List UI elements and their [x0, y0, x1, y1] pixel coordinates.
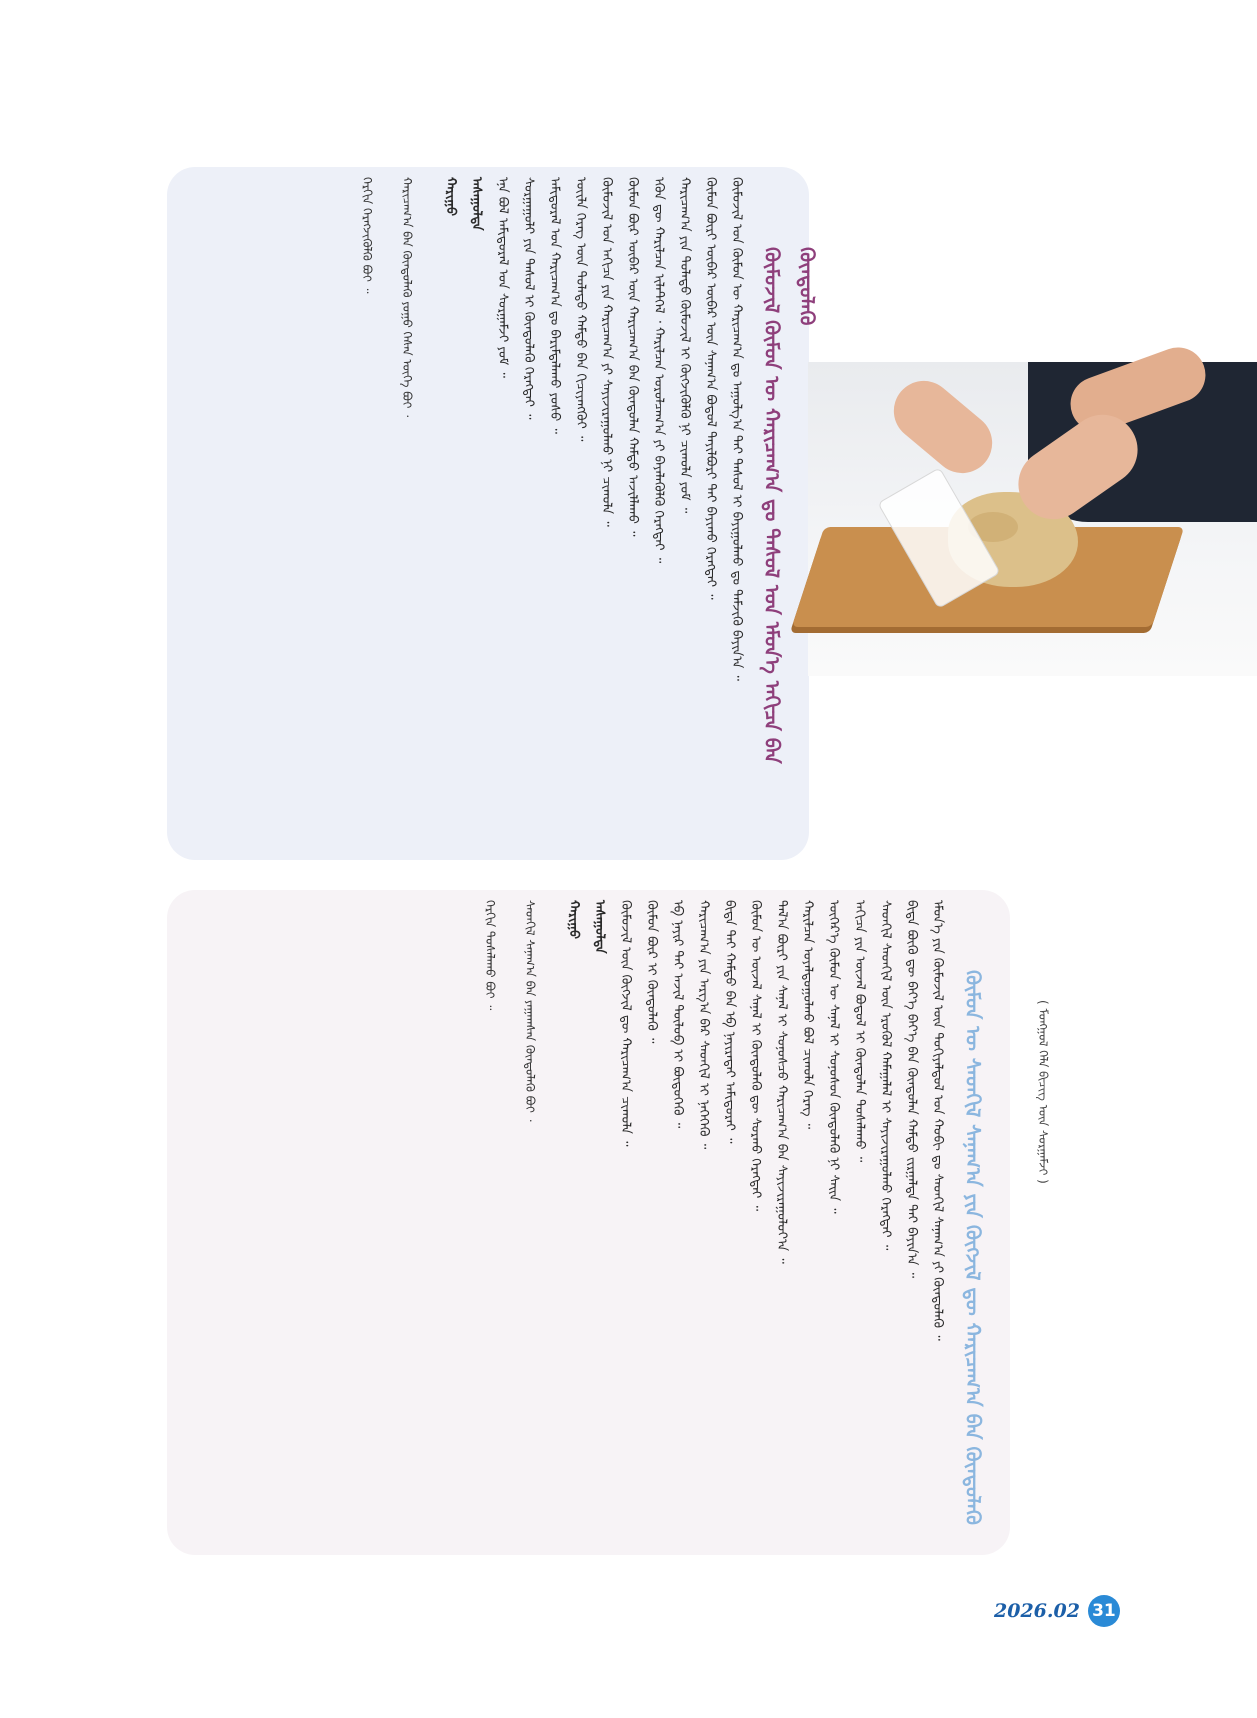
body-line: ᠲᠠᠯ᠎ᠠ ᠪᠦᠷᠢ ᠶᠢᠨ ᠰᠠᠨᠠᠯ ᠢ ᠰᠣᠨᠣᠰᠴᠤ ᠬᠠᠷᠢᠴᠠᠭ᠎ᠠ ᠪᠠᠨ ᠰᠠᠶᠢᠵᠢᠷᠠᠭᠤᠯᠤᠶ᠎ᠠ ᠃	[774, 900, 789, 1264]
body-line: ᠬᠦᠮᠦᠨ ᠪᠦᠷ ᠦᠪᠡᠷ ᠦᠨ ᠬᠠᠷᠢᠴᠠᠭ᠎ᠠ ᠪᠠᠨ ᠬᠦᠨᠳᠦᠯᠡᠨ ᠬᠠᠮᠲᠤ ᠠᠵᠢᠯᠯᠠᠬᠤ ᠃	[625, 177, 640, 537]
answer-label: ᠬᠠᠷᠢᠭᠤ	[443, 177, 458, 216]
question-label: ᠠᠰᠠᠭᠤᠯᠲᠠ	[592, 900, 607, 954]
body-line: ᠦᠢᠯᠡ ᠬᠡᠷᠡᠭ ᠦᠨ ᠲᠤᠯᠠᠳᠤ ᠬᠠᠮᠲᠤ ᠪᠠᠨ ᠬᠢᠴᠢᠶᠡᠩᠭᠦᠶ ᠃	[573, 177, 588, 442]
answer-line: ᠰᠡᠳᠬᠢᠯ ᠰᠠᠨᠠᠭ᠎ᠠ ᠪᠠᠨ ᠶᠠᠭᠠᠭᠰᠠᠨ ᠬᠦᠨᠳᠦᠯᠡᠬᠦ ᠪᠤᠢ ᠂	[523, 900, 537, 1122]
bottom-article-title: ᠬᠦᠮᠦᠨ ᠦ ᠰᠡᠳᠬᠢᠯ ᠰᠠᠨᠠᠭ᠎ᠠ ᠶᠢᠨ ᠬᠥᠭᠵᠢᠯ ᠳᠦ ᠬᠠᠷᠢᠴᠠᠭ᠎ᠠ ᠪᠠᠨ ᠬᠦᠨᠳᠦᠯᠡᠬᠦ	[961, 970, 985, 1525]
body-line: ᠡᠮᠦᠨ᠎ᠡ ᠶᠢᠨ ᠬᠦᠮᠦᠵᠢᠯ ᠦᠨ ᠲᠣᠬᠢᠶᠠᠯᠳᠤᠯ ᠤᠨ ᠬᠤᠪᠢ ᠳᠤ ᠰᠡᠳᠬᠢᠯ ᠰᠠᠨᠠᠭ᠎ᠠ ᠶᠢ ᠬᠦᠨᠳᠦᠯᠡᠬᠦ ᠃	[930, 900, 945, 1341]
body-line: ᠠᠬᠢᠴᠠ ᠶᠢᠨ ᠦᠵᠡᠯ ᠪᠣᠳᠤᠯ ᠢ ᠬᠦᠨᠳᠦᠯᠡᠨ ᠲᠤᠰᠠᠯᠠᠬᠤ ᠃	[852, 900, 867, 1163]
top-article-panel	[167, 167, 819, 860]
body-line: ᠬᠦᠮᠦᠵᠢᠯ ᠦᠨ ᠬᠥᠭᠵᠢᠯ ᠳᠦ ᠬᠠᠷᠢᠴᠠᠭ᠎ᠠ ᠴᠢᠬᠤᠯᠠ ᠃	[618, 900, 633, 1147]
body-line: ᠡᠭᠦᠨ ᠳᠦ ᠬᠠᠷᠢᠯᠴᠠᠨ ᠢᠯᠡᠲᠬᠡᠯ ᠂ ᠬᠠᠷᠢᠯᠴᠠᠨ ᠤᠷᠤᠯᠴᠠᠭ᠎ᠠ ᠶᠢ ᠪᠡᠶᠡᠯᠡᠭᠦᠯᠬᠦ ᠬᠡᠷᠡᠭᠲᠡᠶ ᠃	[651, 177, 666, 564]
top-article-title: ᠬᠦᠮᠦᠵᠢᠯ ᠬᠦᠮᠦᠨ ᠦ ᠬᠠᠷᠢᠴᠠᠭ᠎ᠠ ᠳᠤ ᠳᠠᠰᠤᠯ ᠤᠨ ᠡᠮᠦᠨ᠎ᠡ ᠠᠬᠢᠴᠠ ᠪᠠᠨ ᠬᠦᠨᠳᠦᠯᠡᠬᠦ	[760, 247, 819, 764]
left-hand	[882, 369, 1005, 486]
body-line: ᠰᠡᠳᠬᠢᠯ ᠰᠡᠳᠬᠢᠯ ᠦᠨ ᠡᠷᠦᠭᠦᠯ ᠬᠠᠮᠠᠭᠠᠯᠠᠯ ᠢ ᠰᠠᠶᠢᠵᠢᠷᠠᠭᠤᠯᠬᠤ ᠬᠡᠷᠡᠭᠲᠡᠶ ᠃	[878, 900, 893, 1251]
top-article-body	[357, 177, 749, 846]
issue-number: 2026.02	[994, 1600, 1080, 1622]
source-note: ( ᠮᠣᠩᠭᠣᠯ ᠬᠡᠯᠡ ᠪᠢᠴᠢᠭ ᠦᠨ ᠰᠤᠷᠭᠠᠮᠵᠢ )	[1036, 1000, 1050, 1184]
body-line: ᠬᠦᠮᠦᠵᠢᠯ ᠤᠨ ᠬᠦᠮᠦᠨ ᠦ ᠬᠠᠷᠢᠴᠠᠭ᠎ᠠ ᠳᠤ ᠠᠭᠤᠯᠭ᠎ᠠ ᠲᠠᠢ ᠳᠠᠰᠤᠯ ᠢ ᠪᠠᠶᠢᠭᠤᠯᠬᠤ ᠳᠤ ᠳᠡᠮᠵᠢᠬᠦ ᠪᠠᠶᠢᠨ᠎ᠠ ᠃	[729, 177, 744, 681]
bottom-article-body	[480, 900, 950, 1541]
body-line: ᠬᠦᠮᠦᠨ ᠦ ᠦᠵᠡᠯ ᠰᠠᠨᠠᠯ ᠢ ᠬᠦᠨᠳᠦᠯᠡᠬᠦ ᠳᠦ ᠰᠤᠷᠬᠤ ᠬᠡᠷᠡᠭᠲᠡᠶ ᠃	[748, 900, 763, 1212]
top-article-title-column	[755, 177, 819, 846]
body-line: ᠡᠨᠡ ᠪᠣᠯ ᠠᠮᠢᠳᠤᠷᠠᠯ ᠤᠨ ᠰᠤᠷᠭᠠᠮᠵᠢ ᠶᠤᠮ ᠃	[495, 177, 510, 378]
body-line: ᠪᠢᠳᠡ ᠲᠠᠢ ᠬᠠᠮᠲᠤ ᠪᠠᠨ ᠡᠪ ᠨᠠᠶᠢᠷᠠᠲᠠᠢ ᠠᠮᠢᠳᠤᠷᠠᠶ ᠃	[722, 900, 737, 1144]
question-label: ᠠᠰᠠᠭᠤᠯᠲᠠ	[469, 177, 484, 231]
answer-label: ᠬᠠᠷᠢᠭᠤ	[566, 900, 581, 939]
bottom-article-panel	[167, 890, 1010, 1555]
answer-line: ᠬᠠᠷᠢᠴᠠᠭ᠎ᠠ ᠪᠠᠨ ᠬᠦᠨᠳᠦᠯᠡᠬᠦ ᠶᠤᠭᠤ ᠭᠡᠰᠡᠨ ᠦᠭᠡ ᠪᠤᠢ ᠂	[400, 177, 414, 418]
body-line: ᠪᠢᠳᠡ ᠪᠦᠬᠦ ᠳᠦ ᠪᠡᠶ᠎ᠡ ᠪᠡᠶ᠎ᠡ ᠪᠡᠨ ᠬᠦᠨᠳᠦᠯᠡᠨ ᠬᠠᠮᠲᠤ ᠵᠢᠷᠭᠠᠯᠲᠠ ᠲᠠᠢ ᠪᠠᠶᠢᠨ᠎ᠠ ᠃	[904, 900, 919, 1279]
kneading-dough-photo	[808, 362, 1257, 676]
body-line: ᠬᠦᠮᠦᠨ ᠪᠦᠷ ᠢ ᠬᠦᠨᠳᠦᠯᠡᠬᠦ ᠃	[644, 900, 659, 1044]
body-line: ᠬᠦᠮᠦᠵᠢᠯ ᠤᠨ ᠠᠬᠢᠴᠠ ᠶᠢᠨ ᠬᠠᠷᠢᠴᠠᠭ᠎ᠠ ᠶᠢ ᠰᠠᠶᠢᠵᠢᠷᠠᠭᠤᠯᠬᠤ ᠨᠢ ᠴᠢᠬᠤᠯᠠ ᠃	[599, 177, 614, 527]
body-line: ᠬᠦᠮᠦᠨ ᠪᠦᠷᠢ ᠦᠪᠡᠷ ᠦᠪᠡᠷ ᠦᠨ ᠰᠠᠨᠠᠭ᠎ᠠ ᠪᠣᠳᠤᠯ ᠲᠠᠶᠢᠯᠪᠤᠷᠢ ᠲᠠᠢ ᠪᠠᠶᠢᠬᠤ ᠬᠡᠷᠡᠭᠲᠡᠶ ᠃	[703, 177, 718, 600]
body-line: ᠬᠠᠷᠢᠴᠠᠭ᠎ᠠ ᠶᠢᠨ ᠲᠤᠯᠠᠳᠤ ᠬᠦᠮᠦᠵᠢᠯ ᠢ ᠬᠥᠭᠵᠢᠭᠦᠯᠬᠦ ᠨᠢ ᠴᠢᠬᠤᠯᠠ ᠶᠤᠮ ᠃	[677, 177, 692, 514]
page-number-badge: 31	[1088, 1595, 1120, 1627]
answer-line: ᠬᠡᠷᠬᠢᠨ ᠬᠡᠷᠡᠭᠵᠢᠭᠦᠯᠬᠦ ᠪᠤᠢ ᠃	[360, 177, 374, 294]
bottom-article-title-column	[956, 900, 992, 1541]
page-footer	[994, 1595, 1120, 1627]
body-line: ᠬᠠᠷᠢᠯᠴᠠᠨ ᠤᠶᠠᠯᠳᠤᠭᠤᠯᠬᠤ ᠪᠣᠯ ᠴᠢᠬᠤᠯᠠ ᠬᠡᠷᠡᠭ ᠃	[800, 900, 815, 1130]
answer-line: ᠬᠡᠷᠬᠢᠨ ᠲᠤᠰᠠᠯᠠᠬᠤ ᠪᠤᠢ ᠃	[483, 900, 497, 1011]
body-line: ᠡᠪ ᠨᠠᠶᠢᠷ ᠲᠠᠢ ᠠᠵᠢᠯ ᠲᠥᠯᠥᠪ ᠢ ᠪᠦᠲᠦᠭᠡᠬᠦ ᠃	[670, 900, 685, 1129]
body-line: ᠬᠠᠷᠢᠴᠠᠭ᠎ᠠ ᠶᠢᠨ ᠠᠷᠭ᠎ᠠ ᠪᠠᠷ ᠰᠡᠳᠬᠢᠯ ᠢ ᠨᠡᠭᠡᠭᠡᠬᠦ ᠃	[696, 900, 711, 1150]
body-line: ᠠᠮᠢᠳᠤᠷᠠᠯ ᠤᠨ ᠬᠠᠷᠢᠴᠠᠭ᠎ᠠ ᠳᠤ ᠪᠠᠷᠢᠮᠳᠠᠯᠠᠬᠤ ᠶᠣᠰᠤ ᠃	[547, 177, 562, 434]
body-line: ᠥᠭᠡᠷ᠎ᠡ ᠬᠦᠮᠦᠨ ᠦ ᠰᠠᠨᠠᠯ ᠢ ᠰᠣᠨᠣᠰᠣᠨ ᠬᠦᠨᠳᠦᠯᠡᠬᠦ ᠨᠢ ᠰᠠᠢᠨ ᠃	[826, 900, 841, 1214]
body-line: ᠰᠤᠷᠭᠠᠭᠤᠯᠢ ᠶᠢᠨ ᠳᠠᠰᠤᠯ ᠢ ᠬᠦᠨᠳᠦᠯᠡᠬᠦ ᠬᠡᠷᠡᠭᠲᠡᠶ ᠃	[521, 177, 536, 420]
